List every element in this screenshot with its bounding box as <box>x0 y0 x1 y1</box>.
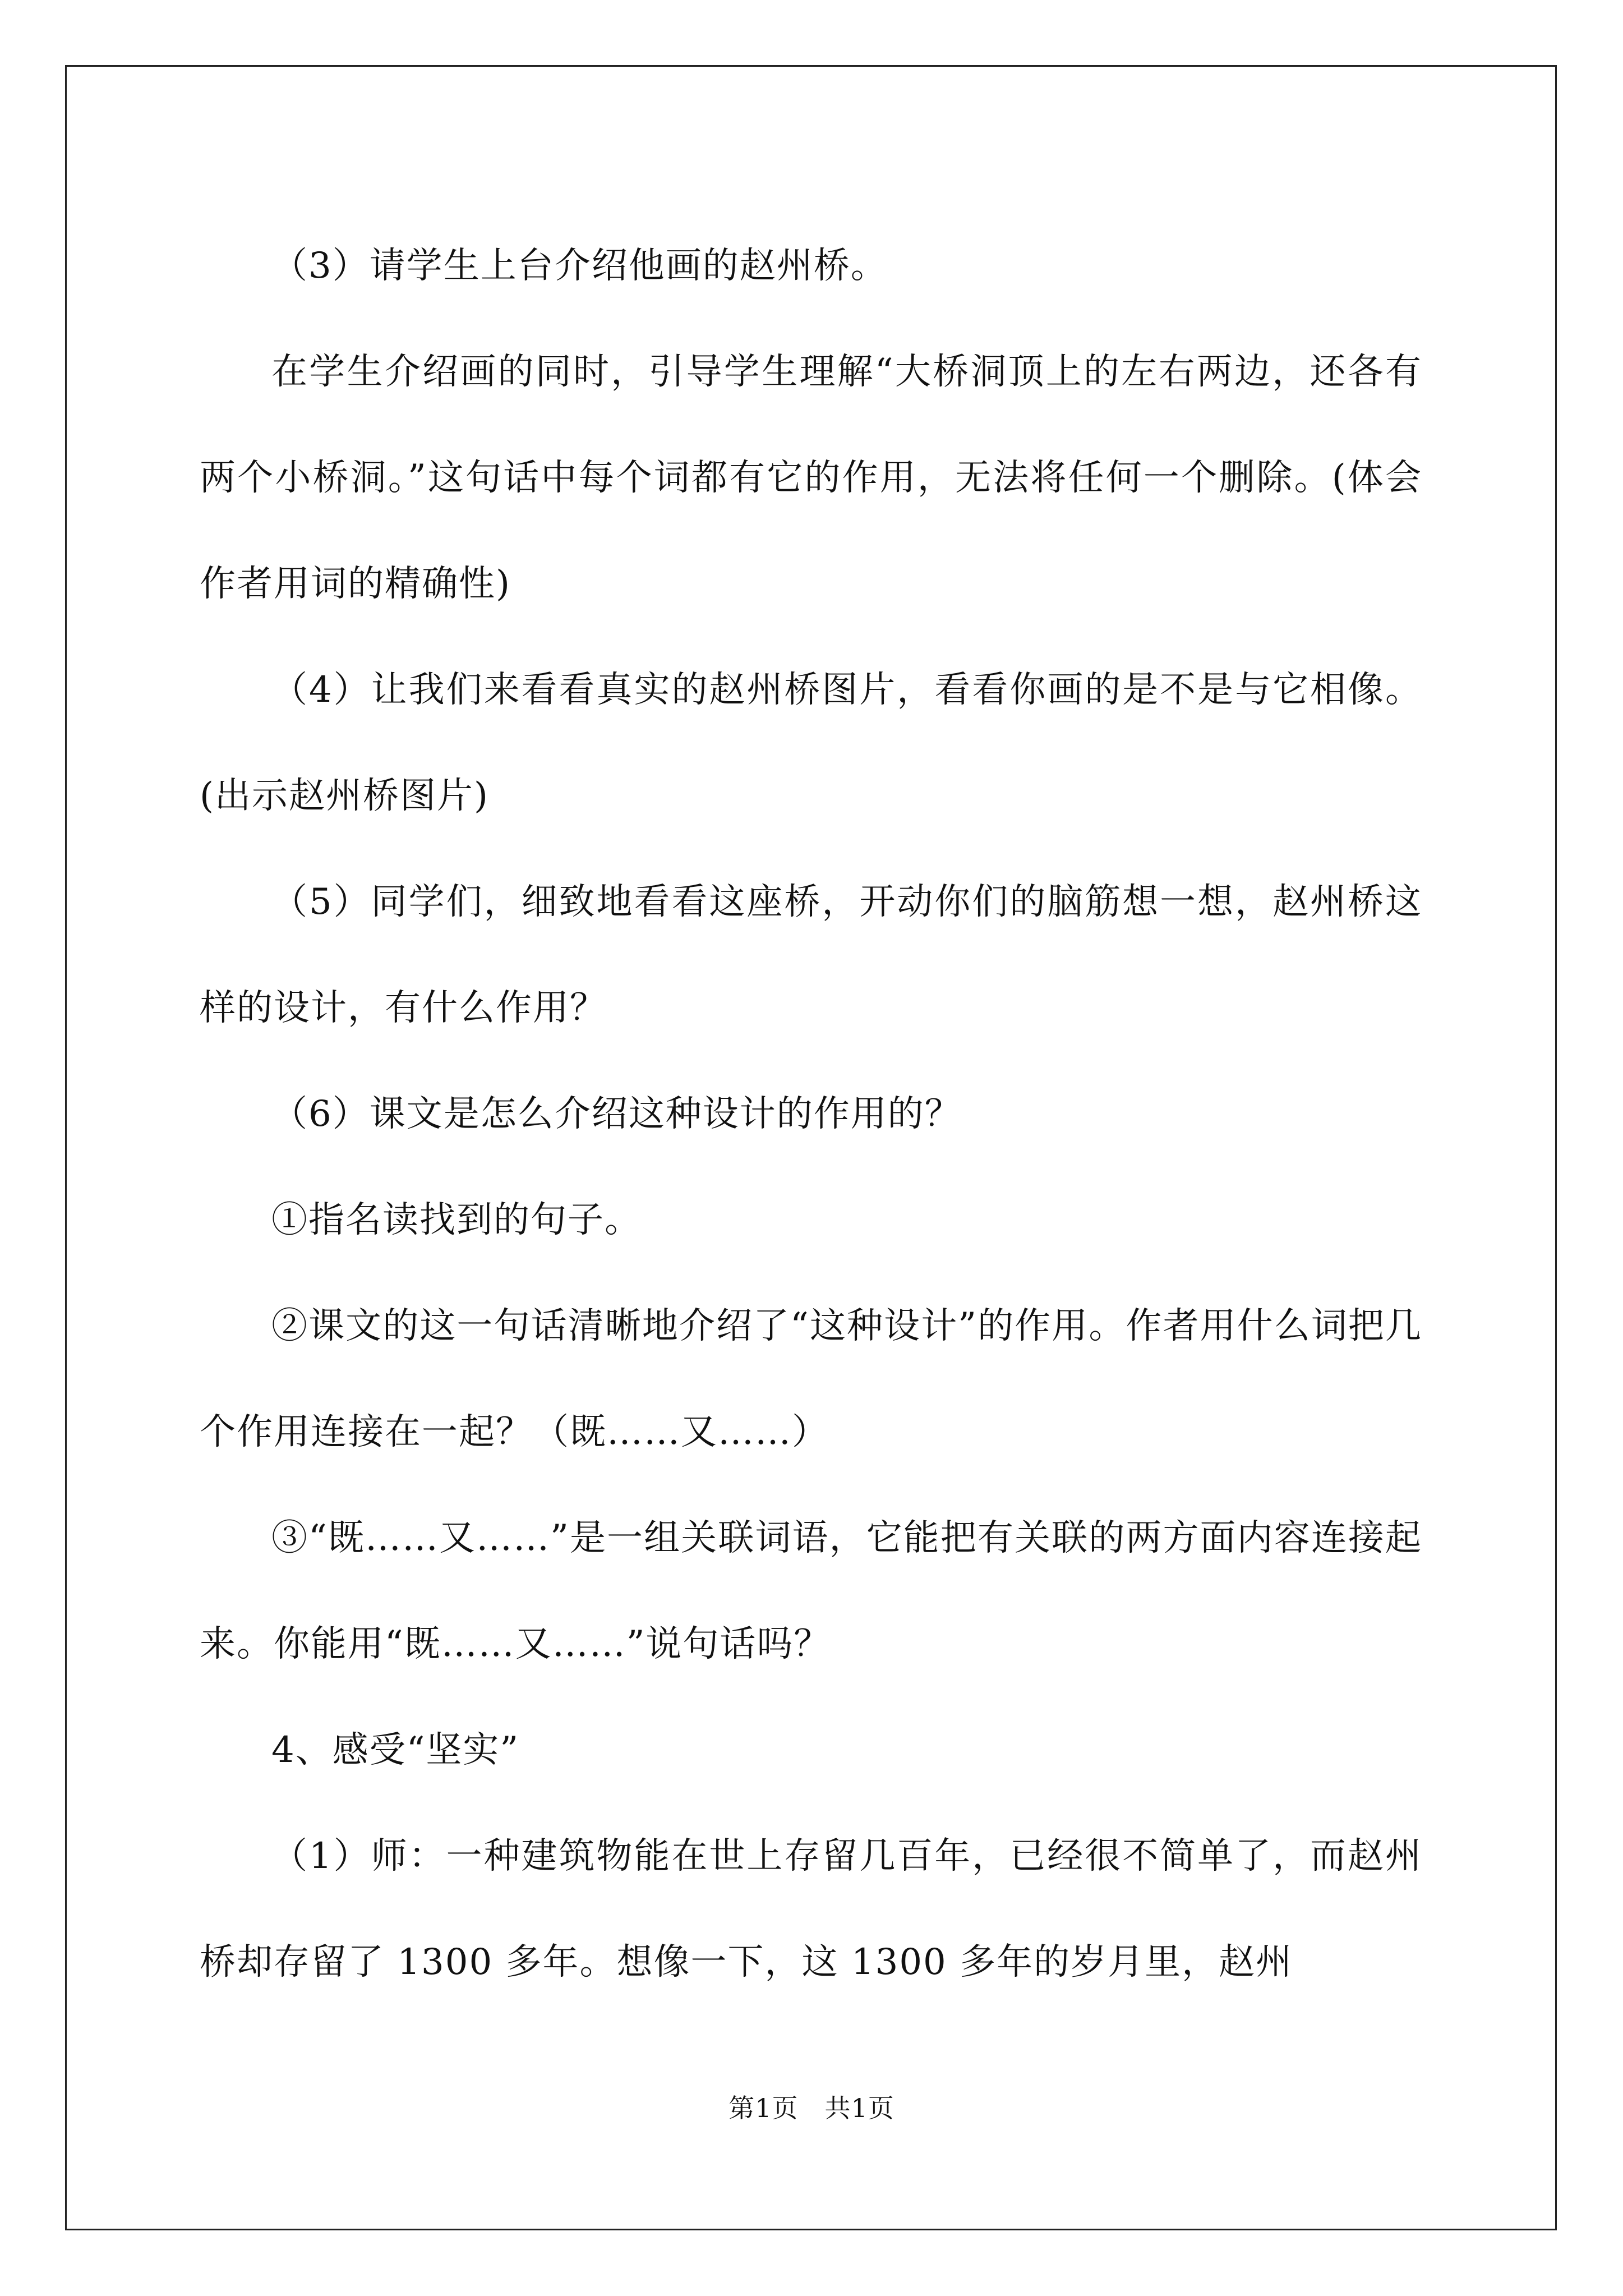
paragraph-4: （5）同学们，细致地看看这座桥，开动你们的脑筋想一想，赵州桥这样的设计，有什么作用？ <box>200 881 1422 1029</box>
section-heading: 4、感受“坚实” <box>271 1729 520 1771</box>
paragraph-10: （1）师：一种建筑物能在世上存留几百年，已经很不简单了，而赵州桥却存留了 1300 多年。想像一下，这 1300 多年的岁月里，赵州 <box>200 1835 1422 1983</box>
paragraph-8: ③“既……又……”是一组关联词语，它能把有关联的两方面内容连接起来。你能用“既……又……”说句话吗？ <box>200 1517 1422 1665</box>
paragraph-2: 在学生介绍画的同时，引导学生理解“大桥洞顶上的左右两边，还各有两个小桥洞。”这句话中每个词都有它的作用，无法将任何一个删除。(体会作者用词的精确性) <box>200 351 1422 605</box>
paragraph-5: （6）课文是怎么介绍这种设计的作用的？ <box>271 1093 962 1135</box>
document-body <box>200 213 1422 2016</box>
paragraph-6: ①指名读找到的句子。 <box>271 1199 642 1241</box>
paragraph-7: ②课文的这一句话清晰地介绍了“这种设计”的作用。作者用什么词把几个作用连接在一起？（既……又……） <box>200 1305 1422 1453</box>
paragraph-1: （3）请学生上台介绍他画的赵州桥。 <box>271 245 888 287</box>
page-number: 第1页 共1页 <box>728 2093 895 2123</box>
paragraph-3: （4）让我们来看看真实的赵州桥图片，看看你画的是不是与它相像。(出示赵州桥图片) <box>200 669 1422 817</box>
